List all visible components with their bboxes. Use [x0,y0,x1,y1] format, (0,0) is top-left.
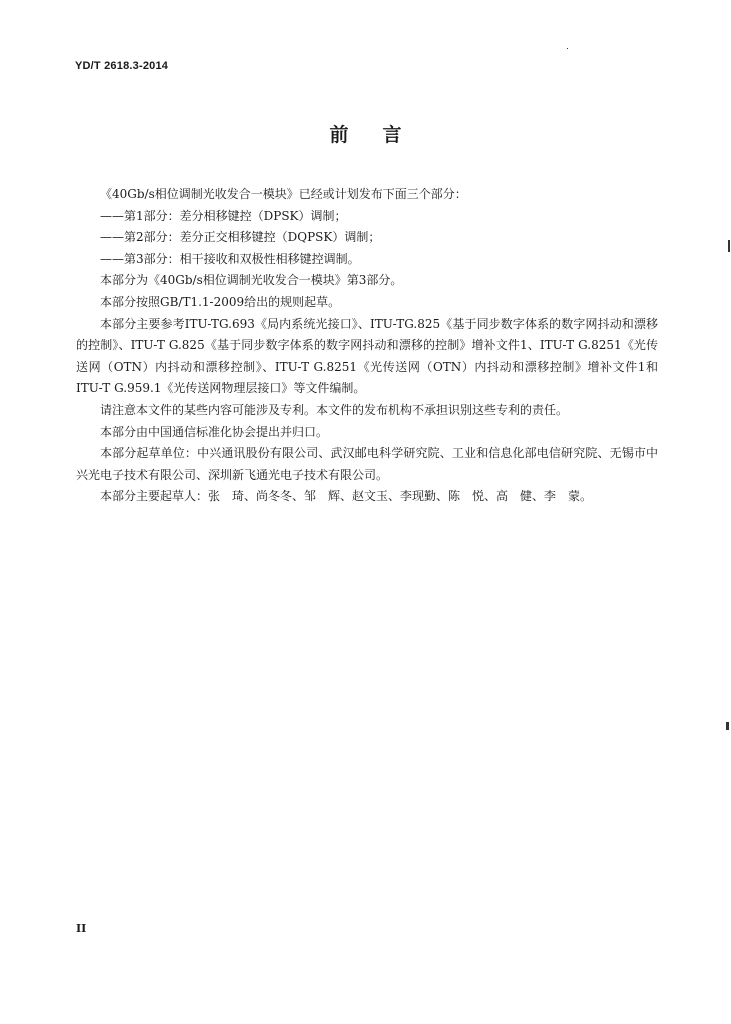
foreword-body [76,184,658,508]
list-item-part-3: ——第3部分：相干接收和双极性相移键控调制。 [100,251,360,266]
list-item-part-2: ——第2部分：差分正交相移键控（DQPSK）调制； [100,230,381,245]
paragraph-drafting-units: 本部分起草单位：中兴通讯股份有限公司、武汉邮电科学研究院、工业和信息化部电信研究院、无锡市中兴光电子技术有限公司、深圳新飞通光电子技术有限公司。 [76,446,658,482]
paragraph-part-statement: 本部分为《40Gb/s相位调制光收发合一模块》第3部分。 [100,273,403,288]
paragraph-drafters: 本部分主要起草人：张 琦、尚冬冬、邹 辉、赵文玉、李现勤、陈 悦、高 健、李 蒙。 [100,489,593,504]
scan-edge-mark-bottom [726,722,729,730]
page-title: 前言 [329,124,436,146]
paragraph-series-intro: 《40Gb/s相位调制光收发合一模块》已经或计划发布下面三个部分： [100,187,467,201]
paragraph-drafting-rules: 本部分按照GB/T1.1-2009给出的规则起草。 [100,294,341,309]
paragraph-patent-notice: 请注意本文件的某些内容可能涉及专利。本文件的发布机构不承担识别这些专利的责任。 [100,402,569,417]
list-item-part-1: ——第1部分：差分相移键控（DPSK）调制； [100,208,347,223]
paragraph-proposer: 本部分由中国通信标准化协会提出并归口。 [100,424,329,439]
standard-code: YD/T 2618.3-2014 [75,60,169,72]
scan-edge-mark-top [728,240,730,252]
paragraph-references: 本部分主要参考ITU-TG.693《局内系统光接口》、ITU-TG.825《基于同步数字体系的数字网抖动和漂移的控制》、ITU-T G.825《基于同步数字体系的数字网抖动和漂移的控制》增补文件1、ITU-T G.8251《光传送网（OTN）内抖动和漂移控制》、ITU-T G.8251《光传送网（OTN）内抖动和漂移控制》增补文件1和ITU-T G.959.1《光传送网物理层接口》等文件编制。 [76,316,658,396]
page-number: II [76,922,87,935]
scan-dot [567,48,568,49]
